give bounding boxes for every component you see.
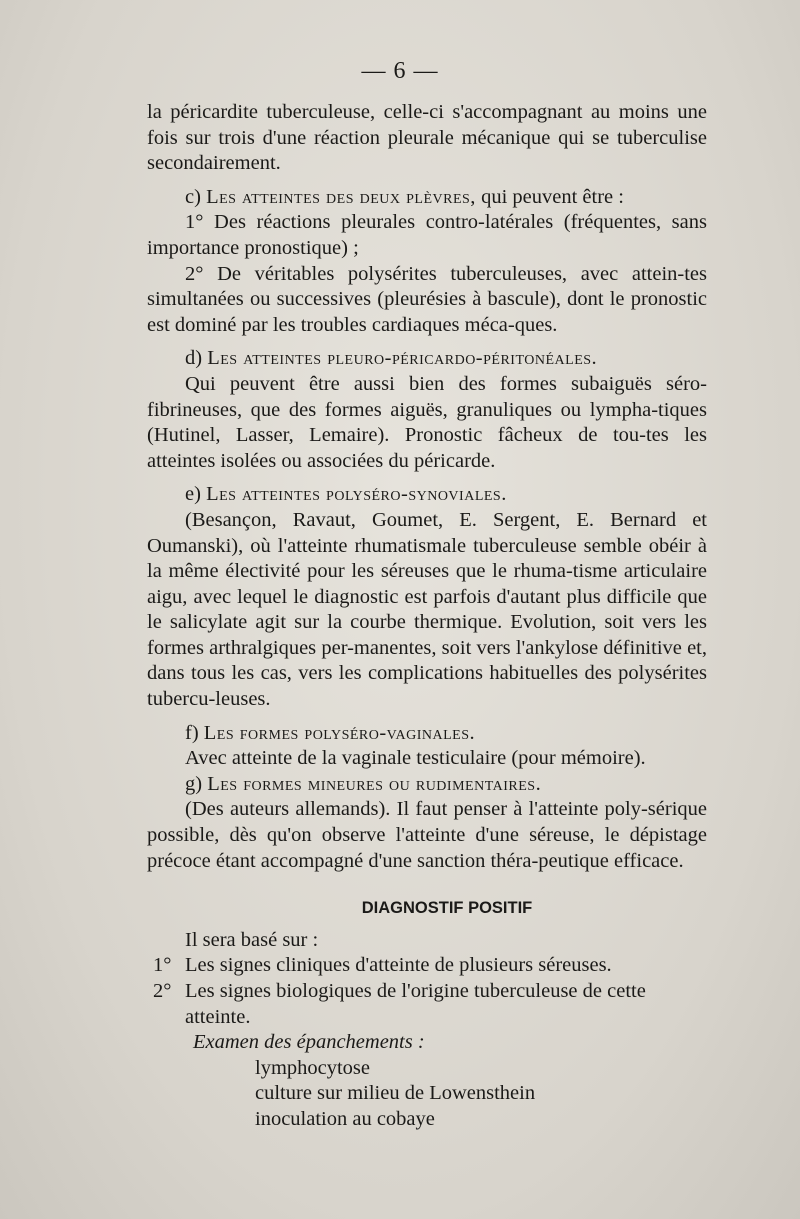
exam-item: inoculation au cobaye [255,1107,435,1130]
section-d-title: Les atteintes pleuro-péricardo-péritonéales. [207,347,598,370]
diagnostic-list [147,953,707,1030]
intro-paragraph: la péricardite tuberculeuse, celle-ci s'accompagnant au moins une fois sur trois d'une réaction pleurale mécanique qui se tuberculise secondairement. [147,101,707,175]
list-item-text: Les signes biologiques de l'origine tuberculeuse de cette atteinte. [185,980,646,1028]
section-c-title: Les atteintes des deux plèvres, [206,185,476,208]
section-e-heading [147,482,707,508]
exam-item: culture sur milieu de Lowensthein [255,1082,536,1105]
exam-item: lymphocytose [255,1056,371,1079]
section-f-heading [147,721,707,747]
section-c-suffix: qui peuvent être : [481,185,624,208]
section-c-heading [147,185,707,211]
page-number: — 6 — [361,58,439,84]
section-c-item-2: 2° De véritables polysérites tuberculeuses, avec attein-tes simultanées ou successives (pleurésies à bascule), dont le pronostic est dominé par les troubles cardiaques méca-ques. [147,262,707,336]
section-g-heading [147,772,707,798]
section-c-marker: c) [185,185,201,208]
section-f-body: Avec atteinte de la vaginale testiculaire (pour mémoire). [185,747,646,770]
list-item-number: 1° [153,954,172,977]
section-d-marker: d) [185,347,203,370]
diagnostic-heading: DIAGNOSTIF POSITIF [361,899,533,918]
page-body [147,100,707,1133]
exam-title: Examen des épanchements : [193,1031,425,1054]
section-c-item-1: 1° Des réactions pleurales contro-latérales (fréquentes, sans importance pronostique) ; [147,211,707,259]
section-g-body: (Des auteurs allemands). Il faut penser à l'atteinte poly-sérique possible, dès qu'on observe l'atteinte d'une séreuse, le dépistage précoce étant accompagné d'une sanction théra-peutique efficace. [147,798,707,872]
section-g-title: Les formes mineures ou rudimentaires. [207,772,542,795]
diagnostic-lead: Il sera basé sur : [185,928,319,951]
list-item [147,979,707,1030]
section-e-body: (Besançon, Ravaut, Goumet, E. Sergent, E. Bernard et Oumanski), où l'atteinte rhumatismale tuberculeuse semble obéir à la même électivité pour les séreuses que le rhuma-tisme articulaire aigu, avec lequel le diagnostic est parfois d'autant plus difficile que le salicylate agit sur la courbe thermique. Evolution, soit vers les formes arthralgiques per-manentes, soit vers l'ankylose définitive et, dans tous les cas, vers les complications habituelles des polysérites tubercu-leuses. [147,508,707,711]
list-item-text: Les signes cliniques d'atteinte de plusieurs séreuses. [185,954,612,977]
list-item [147,953,707,979]
section-f-title: Les formes polyséro-vaginales. [203,721,476,744]
section-g-marker: g) [185,772,203,795]
section-d-heading [147,346,707,372]
section-f-marker: f) [185,721,199,744]
section-e-marker: e) [185,483,201,506]
section-e-title: Les atteintes polyséro-synoviales. [206,483,507,506]
section-d-body: Qui peuvent être aussi bien des formes subaiguës séro-fibrineuses, que des formes aiguës, granuliques ou lympha-tiques (Hutinel, Lasser, Lemaire). Pronostic fâcheux de tou-tes les atteintes isolées ou associées du péricarde. [147,372,707,472]
list-item-number: 2° [153,980,172,1002]
